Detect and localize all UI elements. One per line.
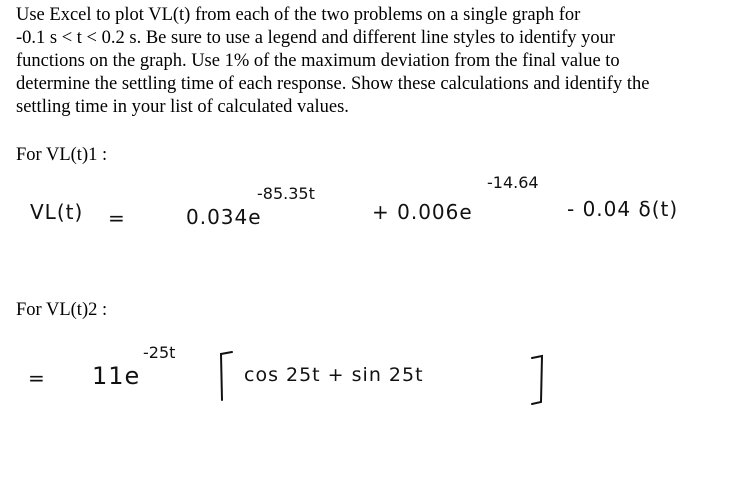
eq2-coef: 11e	[92, 362, 141, 390]
term2-exp: -14.64	[487, 173, 539, 192]
part1-label: For VL(t)1 :	[16, 145, 108, 165]
eq1-equals: =	[108, 206, 126, 230]
term1-coef: 0.034e	[186, 205, 262, 229]
problem-line-2: -0.1 s < t < 0.2 s. Be sure to use a legend and different line styles to identify your	[16, 28, 616, 48]
bracket-content: cos 25t + sin 25t	[244, 364, 424, 386]
problem-line-4: determine the settling time of each response. Show these calculations and identify the	[16, 74, 650, 94]
problem-line-1: Use Excel to plot VL(t) from each of the two problems on a single graph for	[16, 5, 581, 25]
eq2-exp: -25t	[143, 343, 176, 362]
term1-exp: -85.35t	[257, 184, 315, 203]
problem-statement	[16, 4, 736, 119]
vl-lhs: VL(t)	[30, 200, 84, 224]
right-bracket-icon	[526, 352, 550, 408]
problem-line-3: functions on the graph. Use 1% of the maximum deviation from the final value to	[16, 51, 620, 71]
term3: - 0.04 δ(t)	[567, 197, 679, 221]
term2-coef: + 0.006e	[372, 200, 473, 224]
eq2-equals: =	[28, 366, 46, 390]
problem-line-5: settling time in your list of calculated values.	[16, 97, 349, 117]
left-bracket-icon	[212, 348, 236, 404]
part2-label: For VL(t)2 :	[16, 300, 108, 320]
